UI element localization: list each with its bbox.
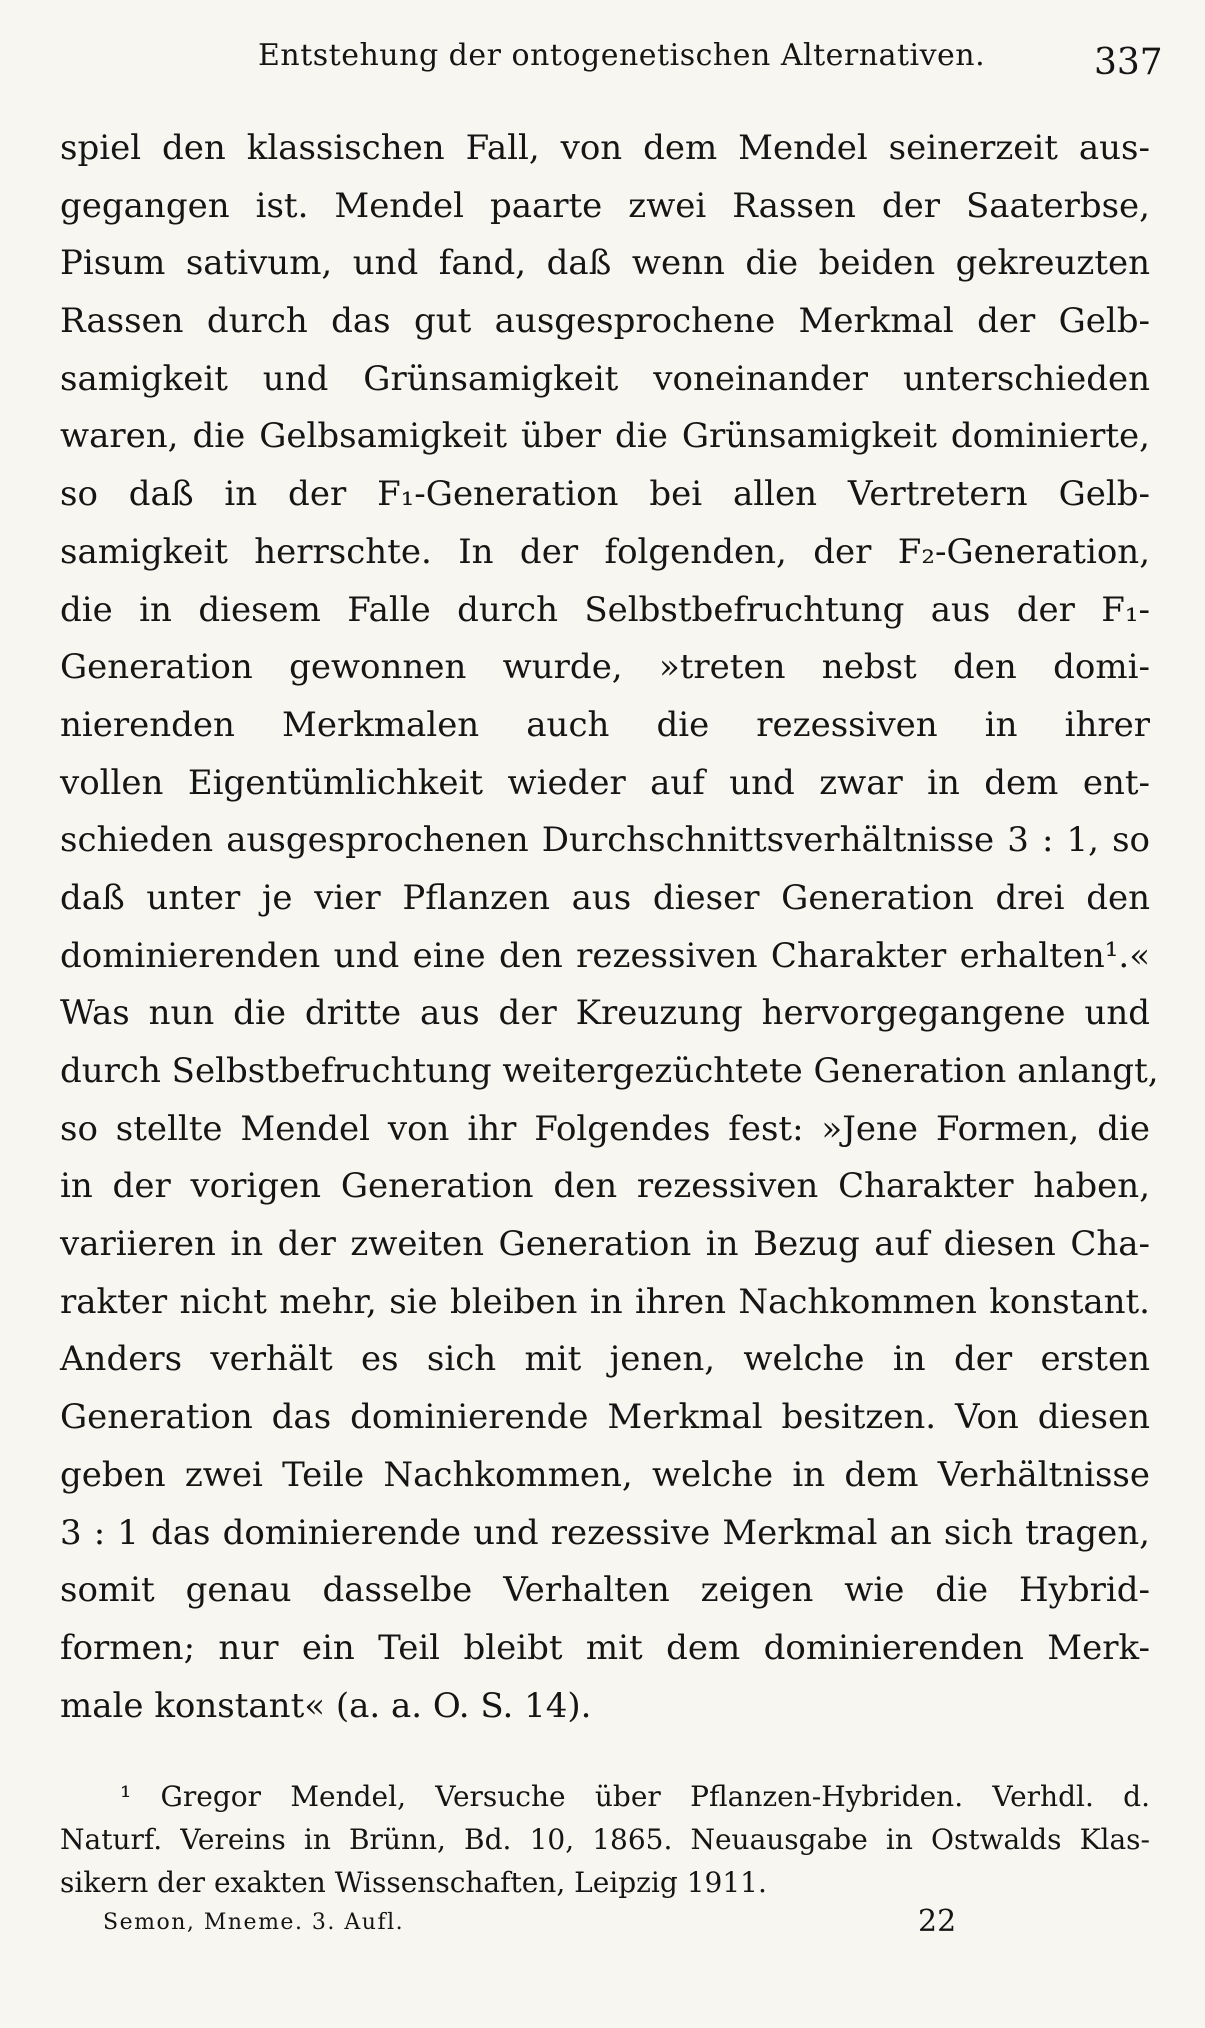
footnote <box>60 1775 1150 1904</box>
text-line: so daß in der F₁-Generation bei allen Vertretern Gelb- <box>60 474 1150 515</box>
text-line: samigkeit und Grünsamigkeit voneinander unterschieden <box>60 358 1150 399</box>
text-line: Rassen durch das gut ausgesprochene Merkmal der Gelb- <box>60 301 1150 342</box>
text-line: gegangen ist. Mendel paarte zwei Rassen der Saaterbse, <box>60 185 1150 226</box>
text-line: nierenden Merkmalen auch die rezessiven in ihrer <box>60 704 1150 745</box>
text-line: rakter nicht mehr, sie bleiben in ihren Nachkommen konstant. <box>60 1281 1150 1322</box>
signature-number: 22 <box>918 1904 957 1939</box>
page-number: 337 <box>1094 42 1163 83</box>
text-line: 3 : 1 das dominierende und rezessive Merkmal an sich tragen, <box>60 1512 1150 1553</box>
footnote-line: ¹ Gregor Mendel, Versuche über Pflanzen-Hybriden. Verhdl. d. <box>120 1780 1150 1813</box>
text-line: waren, die Gelbsamigkeit über die Grünsamigkeit dominierte, <box>60 416 1150 457</box>
text-line: die in diesem Falle durch Selbstbefruchtung aus der F₁- <box>60 589 1150 630</box>
text-line: so stellte Mendel von ihr Folgendes fest: »Jene Formen, die <box>60 1108 1150 1149</box>
text-line: Generation gewonnen wurde, »treten nebst den domi- <box>60 647 1150 688</box>
printer-signature: Semon, Mneme. 3. Aufl. <box>103 1910 405 1935</box>
running-title: Entstehung der ontogenetischen Alternativen. <box>258 38 986 73</box>
text-line: Generation das dominierende Merkmal besitzen. Von diesen <box>60 1397 1150 1438</box>
text-line: somit genau dasselbe Verhalten zeigen wie die Hybrid- <box>60 1570 1150 1611</box>
text-line: variieren in der zweiten Generation in Bezug auf diesen Cha- <box>60 1224 1150 1265</box>
text-line: male konstant« (a. a. O. S. 14). <box>60 1685 592 1726</box>
text-line: daß unter je vier Pflanzen aus dieser Generation drei den <box>60 877 1150 918</box>
text-line: formen; nur ein Teil bleibt mit dem dominierenden Merk- <box>60 1627 1150 1668</box>
text-line: geben zwei Teile Nachkommen, welche in dem Verhältnisse <box>60 1454 1150 1495</box>
text-line: Was nun die dritte aus der Kreuzung hervorgegangene und <box>60 993 1150 1034</box>
text-line: in der vorigen Generation den rezessiven Charakter haben, <box>60 1166 1150 1207</box>
text-line: durch Selbstbefruchtung weitergezüchtete Generation anlangt, <box>60 1051 1159 1091</box>
text-line: dominierenden und eine den rezessiven Charakter erhalten¹.« <box>60 935 1150 976</box>
text-line: Pisum sativum, und fand, daß wenn die beiden gekreuzten <box>60 243 1150 284</box>
footnote-line: Naturf. Vereins in Brünn, Bd. 10, 1865. Neuausgabe in Ostwalds Klas- <box>60 1823 1150 1856</box>
text-line: Anders verhält es sich mit jenen, welche in der ersten <box>60 1339 1150 1380</box>
text-line: vollen Eigentümlichkeit wieder auf und zwar in dem ent- <box>60 762 1150 803</box>
text-line: schieden ausgesprochenen Durchschnittsverhältnisse 3 : 1, so <box>60 820 1150 861</box>
body-text <box>60 120 1159 1735</box>
footnote-line: sikern der exakten Wissenschaften, Leipzig 1911. <box>60 1866 767 1899</box>
text-line: samigkeit herrschte. In der folgenden, der F₂-Generation, <box>60 531 1150 572</box>
text-line: spiel den klassischen Fall, von dem Mendel seinerzeit aus- <box>60 128 1150 168</box>
